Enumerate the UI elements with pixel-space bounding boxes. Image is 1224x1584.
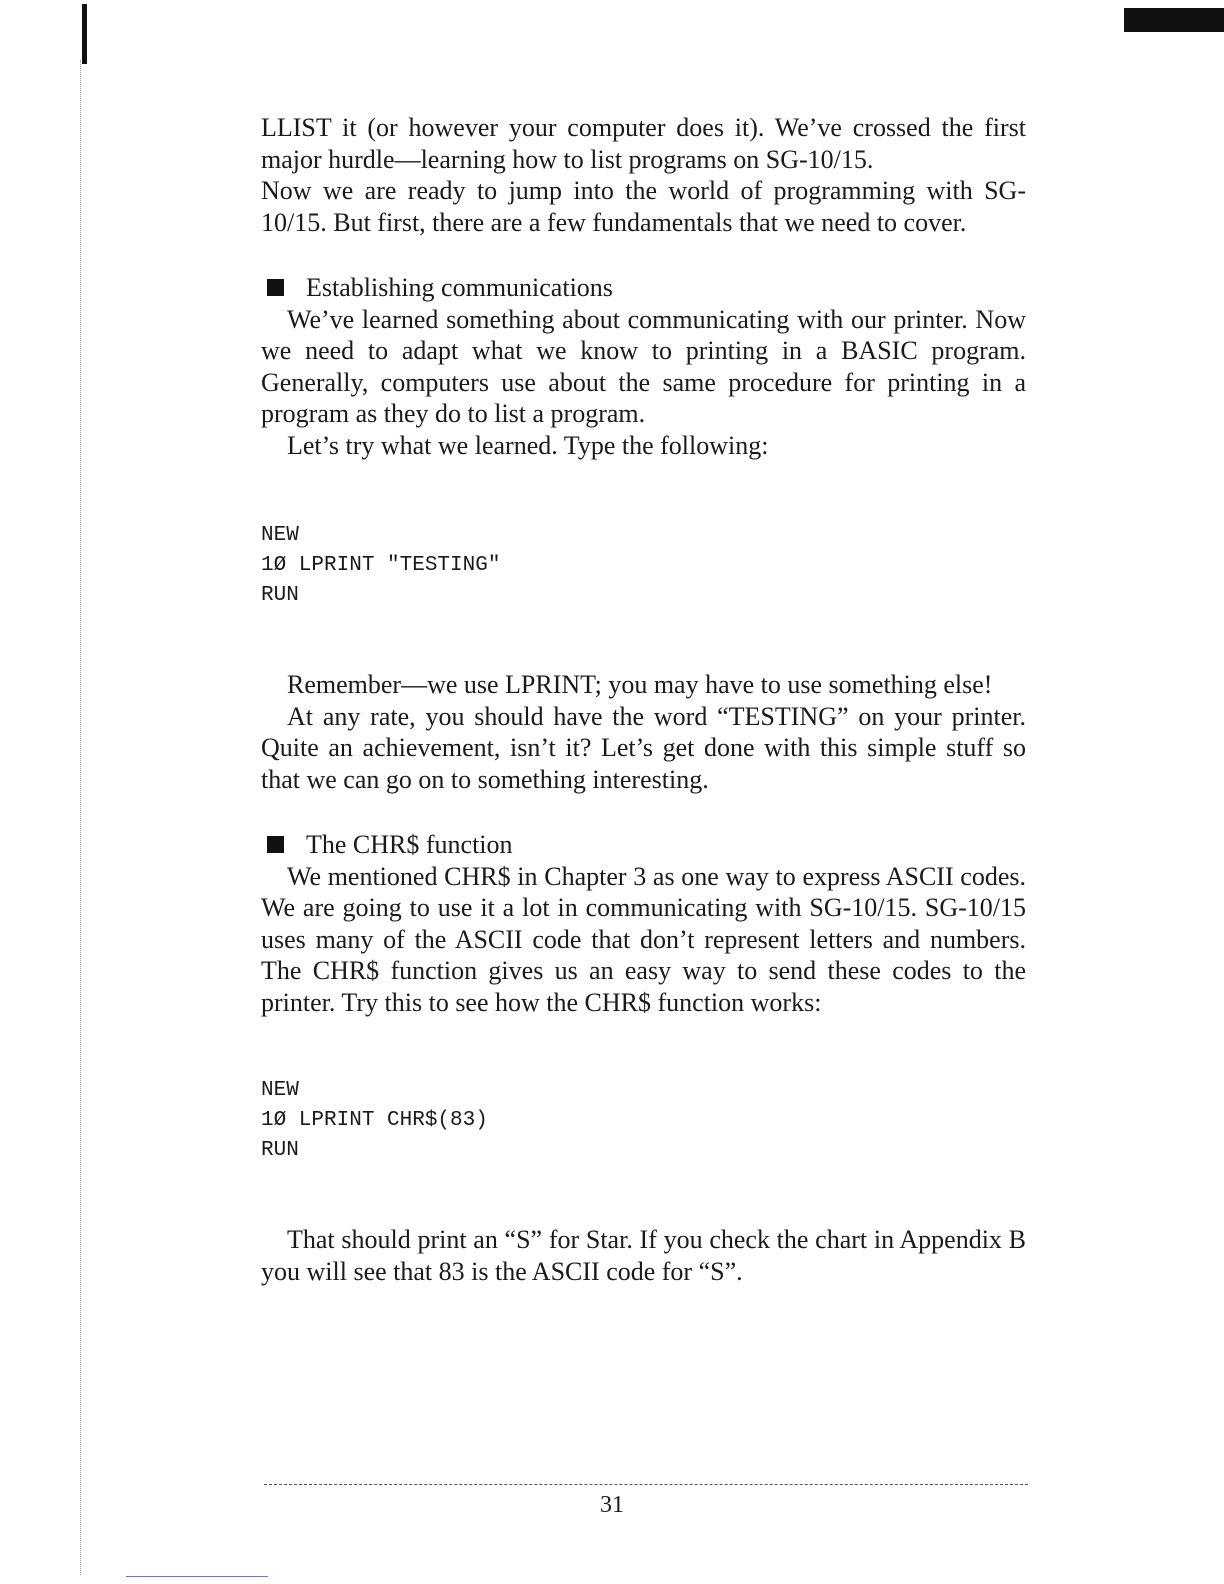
section1-paragraph-4: At any rate, you should have the word “TESTING” on your printer. Quite an achievement, isn’t it? Let’s get done with this simple stuff so that we can go on to something interesting.: [261, 701, 1026, 794]
code-line: 1Ø LPRINT "TESTING": [261, 554, 501, 577]
scan-artifact-right-bar: [1124, 8, 1224, 32]
code-line: NEW: [261, 524, 299, 547]
section2-paragraph-2: That should print an “S” for Star. If you check the chart in Appendix B you will see that 83 is the ASCII code for “S”.: [261, 1225, 1026, 1286]
code-line: RUN: [261, 1139, 299, 1162]
page-body: [261, 112, 1026, 1287]
section1-paragraph-2: Let’s try what we learned. Type the following:: [287, 430, 769, 460]
section1-paragraph-3: Remember—we use LPRINT; you may have to use something else!: [287, 670, 993, 699]
footer-rule: [264, 1484, 1028, 1485]
code-block-testing: [261, 521, 1026, 611]
square-bullet-icon: [267, 279, 284, 296]
section1-paragraph-1: We’ve learned something about communicating with our printer. Now we need to adapt what we know to printing in a BASIC program. Generally, computers use about the same procedure for printing in a program as they do to list a program.: [261, 304, 1026, 428]
code-line: NEW: [261, 1079, 299, 1102]
page-number: 31: [600, 1492, 624, 1518]
section-heading-text: The CHR$ function: [306, 830, 513, 859]
section-heading-text: Establishing communications: [306, 273, 613, 302]
scan-artifact-underline: [126, 1576, 268, 1577]
intro-paragraph-1: LLIST it (or however your computer does it). We’ve crossed the first major hurdle—learning how to list programs on SG-10/15.: [261, 113, 1026, 174]
section2-paragraph-1: We mentioned CHR$ in Chapter 3 as one way to express ASCII codes. We are going to use it a lot in communicating with SG-10/15. SG-10/15 uses many of the ASCII code that don’t represent letters and numbers. The CHR$ function gives us an easy way to send these codes to the printer. Try this to see how the CHR$ function works:: [261, 861, 1026, 1017]
section-heading-establishing: [261, 272, 1026, 304]
square-bullet-icon: [267, 836, 284, 853]
intro-paragraph-2: Now we are ready to jump into the world of programming with SG-10/15. But first, there are a few fundamentals that we need to cover.: [261, 176, 1026, 237]
code-line: 1Ø LPRINT CHR$(83): [261, 1109, 488, 1132]
scan-artifact-left-edge: [80, 60, 82, 1575]
section-heading-chr: [261, 829, 1026, 861]
scan-artifact-left-bar: [82, 4, 87, 64]
code-line: RUN: [261, 584, 299, 607]
code-block-chr: [261, 1076, 1026, 1166]
